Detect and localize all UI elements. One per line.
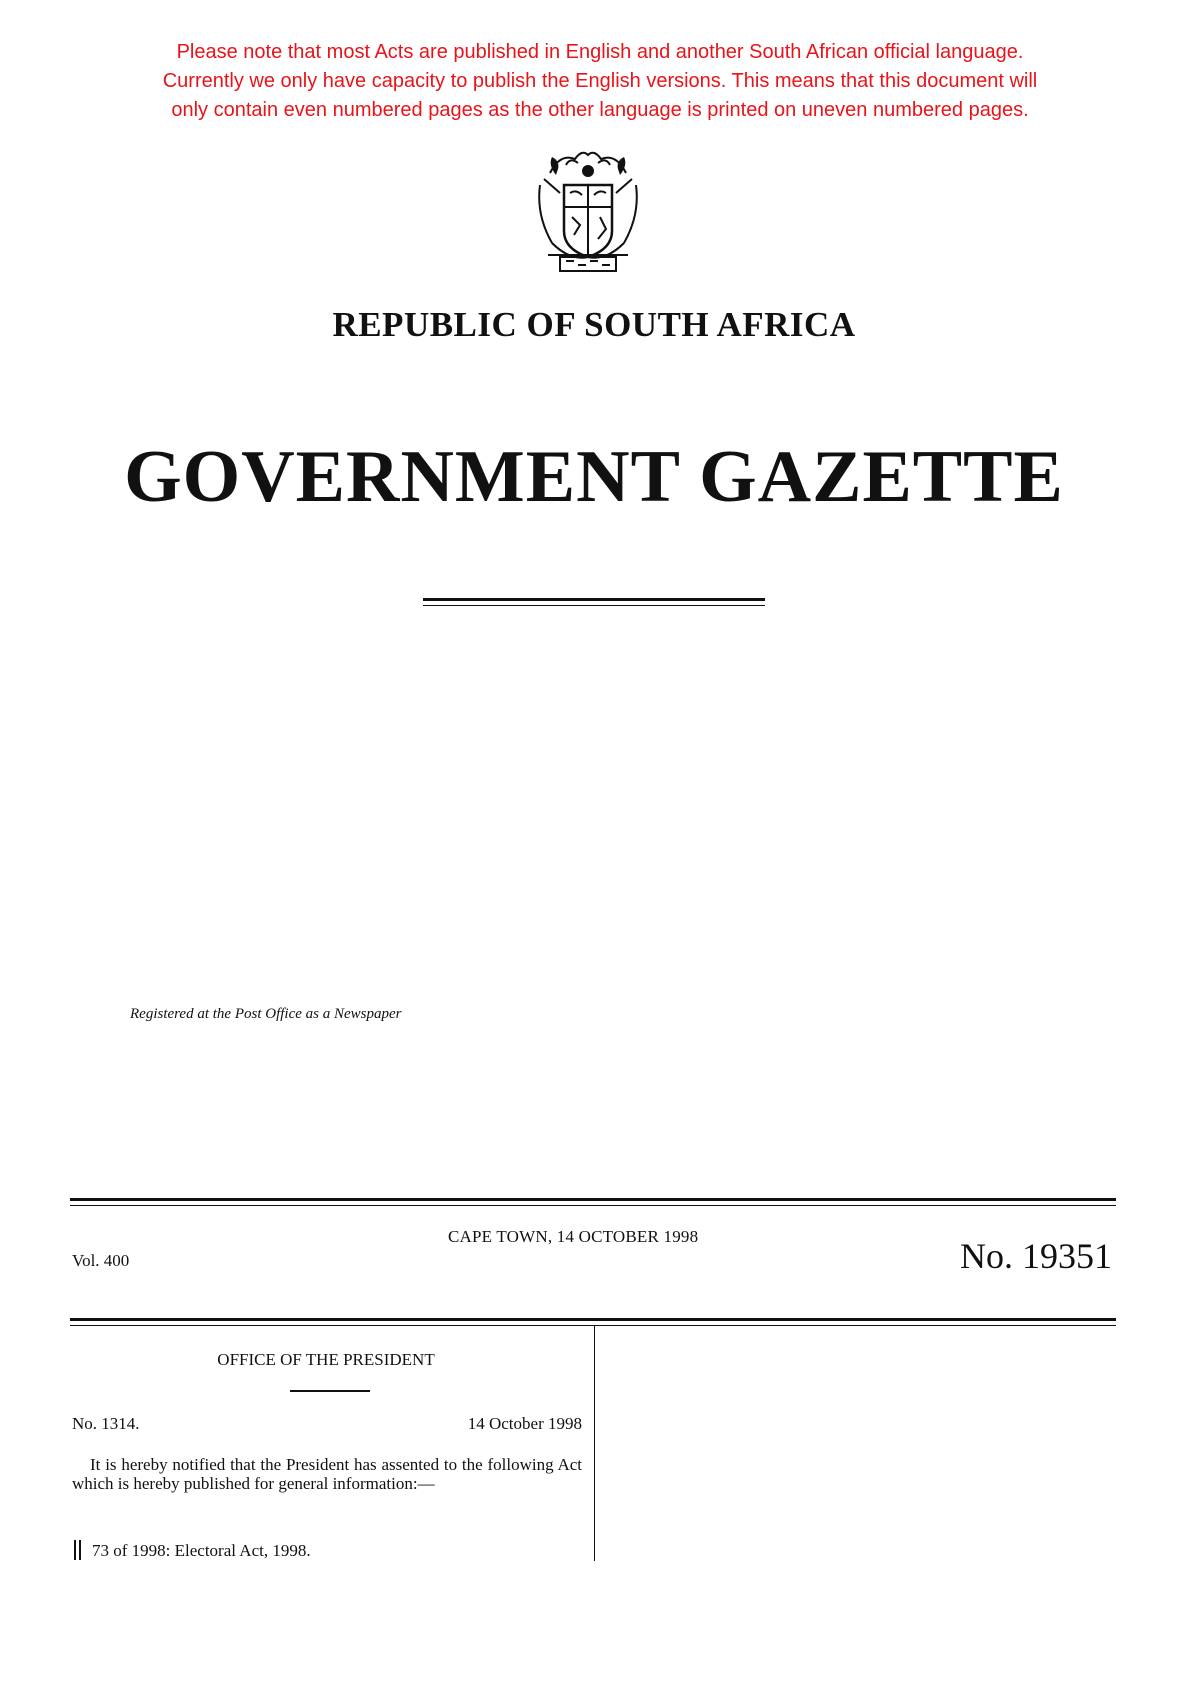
notice-line-3: only contain even numbered pages as the other language is printed on uneven numbered pages. <box>171 99 1029 121</box>
notice-line-1: Please note that most Acts are published in English and another South African official language. <box>176 41 1024 63</box>
margin-bar-icon <box>74 1540 80 1560</box>
dateline: CAPE TOWN, 14 OCTOBER 1998 <box>448 1227 699 1246</box>
registration-note: Registered at the Post Office as a Newspaper <box>130 1006 402 1022</box>
masthead-top-rule-thick <box>70 1198 1116 1201</box>
volume-label: Vol. 400 <box>72 1251 130 1270</box>
office-heading: OFFICE OF THE PRESIDENT <box>217 1350 435 1369</box>
act-reference: 73 of 1998: Electoral Act, 1998. <box>92 1541 311 1560</box>
republic-heading: REPUBLIC OF SOUTH AFRICA <box>332 305 856 344</box>
office-rule <box>290 1390 370 1392</box>
title-rule-thick <box>423 598 765 601</box>
gazette-number: No. 19351 <box>960 1236 1112 1276</box>
masthead-bottom-rule-thick <box>70 1318 1116 1321</box>
publication-notice <box>0 38 1200 125</box>
column-divider <box>594 1326 595 1561</box>
notice-line-2: Currently we only have capacity to publish the English versions. This means that this document will <box>162 70 1038 92</box>
notice-date: 14 October 1998 <box>467 1414 582 1433</box>
title-rule-thin <box>423 605 765 606</box>
notice-body: It is hereby notified that the President has assented to the following Act which is hereby published for general information:— <box>72 1455 582 1493</box>
gazette-title: GOVERNMENT GAZETTE <box>124 436 1064 518</box>
notice-number: No. 1314. <box>72 1414 140 1433</box>
masthead-top-rule-thin <box>70 1205 1116 1206</box>
masthead-bottom-rule-thin <box>70 1325 1116 1326</box>
coat-of-arms-icon <box>530 145 646 279</box>
